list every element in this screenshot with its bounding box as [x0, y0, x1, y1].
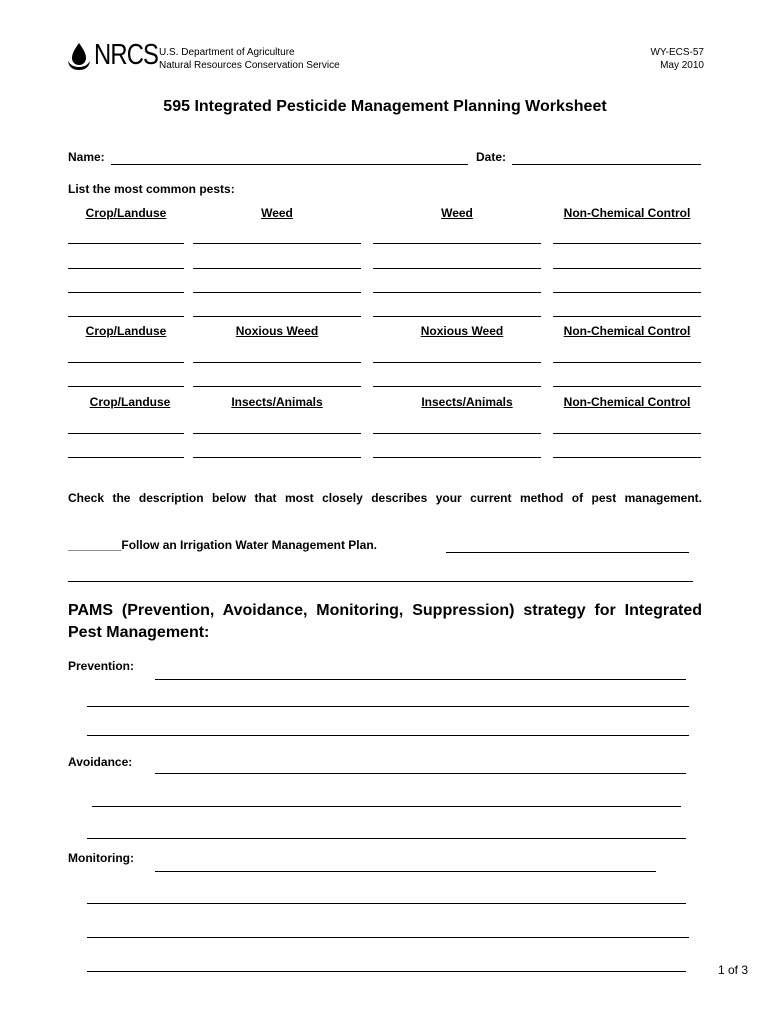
name-label: Name: — [68, 150, 105, 164]
blank-field[interactable] — [68, 362, 184, 363]
form-id: WY-ECS-57 — [650, 47, 704, 58]
col-weed: Weed — [261, 206, 293, 220]
nrcs-logo-text: NRCS — [94, 39, 159, 71]
agency-line-2: Natural Resources Conservation Service — [159, 59, 340, 71]
blank-field[interactable] — [193, 362, 361, 363]
prevention-label: Prevention: — [68, 659, 135, 673]
col-crop-landuse: Crop/Landuse — [89, 395, 171, 409]
blank-field[interactable] — [553, 386, 701, 387]
blank-field[interactable] — [193, 386, 361, 387]
monitoring-label: Monitoring: — [68, 851, 134, 865]
date-label: Date: — [476, 150, 507, 164]
pams-heading: PAMS (Prevention, Avoidance, Monitoring, Suppression) strategy for Integrated Pest Management: — [68, 602, 702, 641]
blank-field[interactable] — [373, 457, 541, 458]
col-noxious-weed: Noxious Weed — [420, 324, 504, 338]
date-field[interactable] — [512, 164, 701, 165]
irrigation-option — [68, 538, 377, 552]
blank-field[interactable] — [373, 433, 541, 434]
blank-field[interactable] — [68, 433, 184, 434]
form-date: May 2010 — [660, 59, 704, 71]
col-crop-landuse: Crop/Landuse — [85, 206, 167, 220]
blank-field[interactable] — [193, 316, 361, 317]
blank-field[interactable] — [373, 386, 541, 387]
col-insects-animals: Insects/Animals — [231, 395, 323, 409]
monitoring-line-4[interactable] — [87, 971, 686, 972]
monitoring-line-2[interactable] — [87, 903, 686, 904]
blank-field[interactable] — [68, 292, 184, 293]
blank-field[interactable] — [373, 292, 541, 293]
blank-field[interactable] — [373, 316, 541, 317]
blank-field[interactable] — [553, 268, 701, 269]
nrcs-leaf-logo-icon — [66, 41, 92, 71]
agency-block — [159, 47, 340, 72]
irrigation-option-text: Follow an Irrigation Water Management Plan. — [121, 538, 377, 552]
blank-field[interactable] — [193, 433, 361, 434]
blank-field[interactable] — [68, 457, 184, 458]
blank-field[interactable] — [373, 268, 541, 269]
agency-line-1: U.S. Department of Agriculture — [159, 47, 295, 58]
blank-field[interactable] — [68, 316, 184, 317]
col-insects-animals: Insects/Animals — [421, 395, 513, 409]
irrigation-notes-field-2[interactable] — [68, 581, 693, 582]
blank-field[interactable] — [68, 268, 184, 269]
avoidance-line-3[interactable] — [87, 838, 686, 839]
avoidance-label: Avoidance: — [68, 755, 133, 769]
irrigation-checkbox-blank[interactable]: ________ — [68, 538, 122, 552]
blank-field[interactable] — [553, 292, 701, 293]
blank-field[interactable] — [553, 362, 701, 363]
blank-field[interactable] — [193, 292, 361, 293]
avoidance-line-2[interactable] — [92, 806, 681, 807]
blank-field[interactable] — [193, 457, 361, 458]
page-number: 1 of 3 — [717, 963, 748, 977]
blank-field[interactable] — [68, 243, 184, 244]
monitoring-line-1[interactable] — [155, 871, 656, 872]
monitoring-line-3[interactable] — [87, 937, 689, 938]
name-field[interactable] — [111, 164, 468, 165]
blank-field[interactable] — [553, 433, 701, 434]
blank-field[interactable] — [553, 457, 701, 458]
prevention-line-2[interactable] — [87, 706, 689, 707]
blank-field[interactable] — [68, 386, 184, 387]
blank-field[interactable] — [193, 243, 361, 244]
page-title: 595 Integrated Pesticide Management Planning Worksheet — [163, 98, 607, 115]
col-weed: Weed — [441, 206, 473, 220]
col-crop-landuse: Crop/Landuse — [85, 324, 167, 338]
form-id-block — [650, 47, 704, 72]
blank-field[interactable] — [553, 243, 701, 244]
blank-field[interactable] — [373, 362, 541, 363]
check-description: Check the description below that most closely describes your current method of pest management. — [68, 491, 702, 505]
avoidance-line-1[interactable] — [155, 773, 686, 774]
col-non-chemical-control: Non-Chemical Control — [563, 395, 691, 409]
pests-intro: List the most common pests: — [68, 182, 235, 196]
prevention-line-1[interactable] — [155, 679, 686, 680]
col-non-chemical-control: Non-Chemical Control — [563, 206, 691, 220]
prevention-line-3[interactable] — [87, 735, 689, 736]
blank-field[interactable] — [193, 268, 361, 269]
col-noxious-weed: Noxious Weed — [235, 324, 319, 338]
blank-field[interactable] — [553, 316, 701, 317]
col-non-chemical-control: Non-Chemical Control — [563, 324, 691, 338]
irrigation-notes-field[interactable] — [446, 552, 689, 553]
blank-field[interactable] — [373, 243, 541, 244]
